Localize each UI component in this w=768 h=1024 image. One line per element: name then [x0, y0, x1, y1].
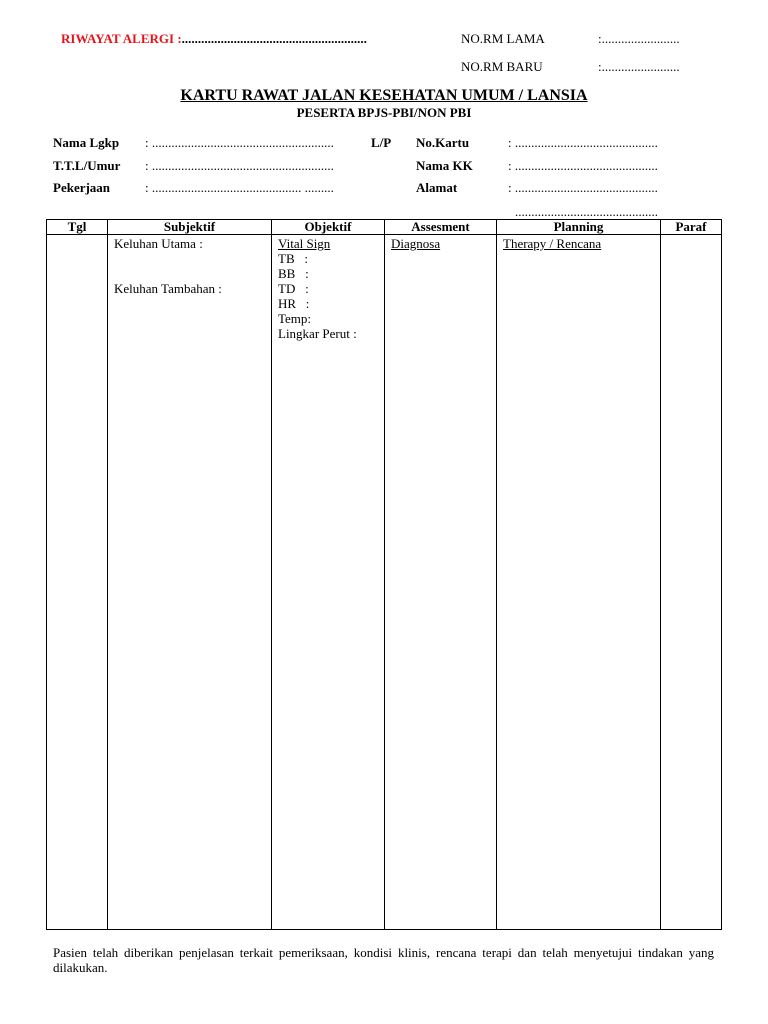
consent-note: Pasien telah diberikan penjelasan terkait pemeriksaan, kondisi klinis, rencana terapi dan telah menyetujui tindakan yang dilakukan.	[53, 945, 714, 975]
pekerjaan-label: Pekerjaan	[53, 180, 111, 195]
diagnosa-label: Diagnosa	[391, 236, 441, 251]
ttl-value: : ........................................................	[145, 158, 334, 173]
vital-temp: Temp:	[278, 311, 312, 326]
vital-hr: HR :	[278, 296, 310, 311]
lp-label: L/P	[371, 135, 392, 150]
rm-new-label: NO.RM BARU	[461, 59, 543, 74]
alamat-value-line2: ............................................	[515, 204, 658, 219]
col-header-paraf: Paraf	[661, 220, 722, 235]
allergy-dots: .........................................................	[181, 31, 367, 46]
col-header-subjektif: Subjektif	[108, 220, 272, 235]
table-row	[47, 235, 722, 930]
cell-tgl[interactable]	[47, 235, 108, 930]
allergy-label: RIWAYAT ALERGI :	[61, 31, 182, 46]
pekerjaan-value: : .............................................. .........	[145, 180, 334, 195]
col-header-objektif: Objektif	[272, 220, 385, 235]
ttl-label: T.T.L/Umur	[53, 158, 121, 173]
kartu-label: No.Kartu	[416, 135, 470, 150]
vital-lingkar-perut: Lingkar Perut :	[278, 326, 357, 341]
therapy-label: Therapy / Rencana	[503, 236, 602, 251]
cell-objektif[interactable]	[272, 235, 385, 930]
vital-td: TD :	[278, 281, 309, 296]
page-title: KARTU RAWAT JALAN KESEHATAN UMUM / LANSIA	[180, 87, 588, 104]
cell-assesment[interactable]	[385, 235, 497, 930]
rm-old-value: :........................	[598, 31, 680, 46]
col-header-tgl: Tgl	[47, 220, 108, 235]
allergy-line	[61, 31, 367, 47]
keluhan-utama-label: Keluhan Utama :	[114, 236, 203, 251]
cell-planning[interactable]	[497, 235, 661, 930]
soap-table	[46, 219, 722, 930]
vital-sign-label: Vital Sign	[278, 236, 331, 251]
kk-value: : ............................................	[508, 158, 658, 173]
alamat-value: : ............................................	[508, 180, 658, 195]
vital-tb: TB :	[278, 251, 308, 266]
alamat-label: Alamat	[416, 180, 458, 195]
cell-paraf[interactable]	[661, 235, 722, 930]
vital-bb: BB :	[278, 266, 309, 281]
kk-label: Nama KK	[416, 158, 473, 173]
table-header-row	[47, 220, 722, 235]
col-header-assesment: Assesment	[385, 220, 497, 235]
rm-old-label: NO.RM LAMA	[461, 31, 545, 46]
cell-subjektif[interactable]	[108, 235, 272, 930]
page-subtitle: PESERTA BPJS-PBI/NON PBI	[296, 105, 472, 120]
nama-label: Nama Lgkp	[53, 135, 120, 150]
keluhan-tambahan-label: Keluhan Tambahan :	[114, 281, 222, 296]
rm-new-value: :........................	[598, 59, 680, 74]
nama-value: : ........................................................	[145, 135, 334, 150]
kartu-value: : ............................................	[508, 135, 658, 150]
col-header-planning: Planning	[497, 220, 661, 235]
